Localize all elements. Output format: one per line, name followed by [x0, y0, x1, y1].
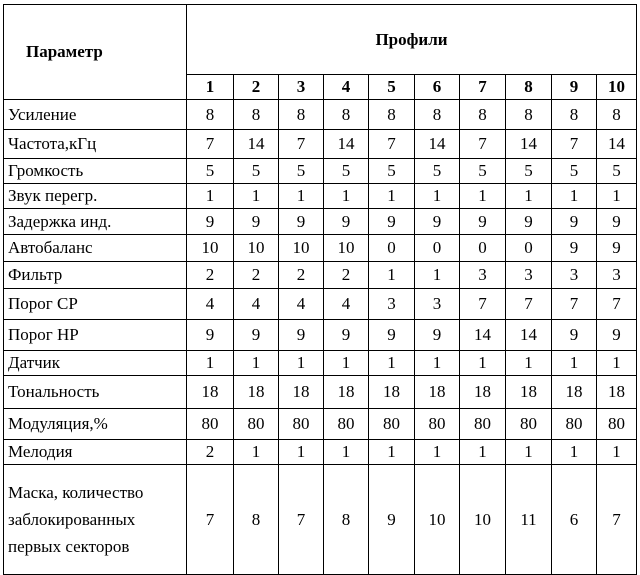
table-cell: 80	[415, 409, 460, 440]
table-cell: 80	[597, 409, 637, 440]
table-cell: 7	[597, 289, 637, 320]
table-cell: 14	[460, 320, 506, 351]
table-cell: 10	[460, 465, 506, 575]
table-cell: 9	[234, 320, 279, 351]
table-cell: 14	[415, 130, 460, 159]
table-cell: 14	[506, 320, 552, 351]
table-cell: 1	[369, 440, 415, 465]
table-cell: 1	[506, 351, 552, 376]
table-cell: 9	[552, 235, 597, 262]
header-profile-1: 1	[187, 75, 234, 100]
table-cell: 18	[187, 376, 234, 409]
row-label: Мелодия	[4, 440, 187, 465]
table-cell: 1	[234, 184, 279, 209]
table-cell: 10	[187, 235, 234, 262]
header-profile-3: 3	[279, 75, 324, 100]
table-cell: 9	[187, 209, 234, 235]
table-cell: 8	[415, 100, 460, 130]
row-label: Фильтр	[4, 262, 187, 289]
header-profile-7: 7	[460, 75, 506, 100]
table-cell: 14	[324, 130, 369, 159]
table-row	[4, 351, 637, 376]
table-cell: 10	[324, 235, 369, 262]
table-cell: 1	[369, 351, 415, 376]
table-row	[4, 409, 637, 440]
table-cell: 18	[506, 376, 552, 409]
table-cell: 18	[460, 376, 506, 409]
table-row	[4, 320, 637, 351]
table-cell: 1	[597, 184, 637, 209]
table-cell: 2	[187, 440, 234, 465]
table-cell: 5	[234, 159, 279, 184]
table-cell: 1	[187, 184, 234, 209]
table-cell: 1	[415, 351, 460, 376]
table-cell: 1	[597, 440, 637, 465]
table-cell: 3	[415, 289, 460, 320]
table-cell: 8	[460, 100, 506, 130]
table-cell: 18	[369, 376, 415, 409]
table-cell: 10	[234, 235, 279, 262]
row-label: Модуляция,%	[4, 409, 187, 440]
table-cell: 0	[460, 235, 506, 262]
table-cell: 5	[369, 159, 415, 184]
table-cell: 1	[506, 440, 552, 465]
table-cell: 9	[234, 209, 279, 235]
table-cell: 8	[187, 100, 234, 130]
table-cell: 3	[506, 262, 552, 289]
table-cell: 8	[552, 100, 597, 130]
table-cell: 8	[324, 465, 369, 575]
table-cell: 18	[415, 376, 460, 409]
table-cell: 0	[415, 235, 460, 262]
table-cell: 9	[415, 209, 460, 235]
table-cell: 5	[460, 159, 506, 184]
header-profile-8: 8	[506, 75, 552, 100]
table-cell: 1	[279, 440, 324, 465]
row-label: Датчик	[4, 351, 187, 376]
table-row	[4, 440, 637, 465]
header-parameter: Параметр	[4, 5, 187, 100]
header-profile-2: 2	[234, 75, 279, 100]
table-cell: 7	[279, 130, 324, 159]
table-cell: 7	[369, 130, 415, 159]
table-cell: 80	[506, 409, 552, 440]
table-cell: 80	[187, 409, 234, 440]
table-cell: 1	[415, 440, 460, 465]
table-cell: 1	[234, 351, 279, 376]
table-cell: 3	[460, 262, 506, 289]
row-label: Маска, количество заблокированных первых секторов	[4, 465, 187, 575]
table-cell: 8	[234, 100, 279, 130]
table-cell: 0	[506, 235, 552, 262]
table-cell: 4	[324, 289, 369, 320]
table-cell: 7	[552, 289, 597, 320]
table-row	[4, 289, 637, 320]
table-cell: 5	[187, 159, 234, 184]
row-label: Звук перегр.	[4, 184, 187, 209]
table-cell: 0	[369, 235, 415, 262]
table-row	[4, 184, 637, 209]
table-cell: 1	[324, 440, 369, 465]
table-cell: 9	[369, 465, 415, 575]
table-cell: 9	[597, 320, 637, 351]
table-cell: 11	[506, 465, 552, 575]
table-cell: 7	[552, 130, 597, 159]
table-cell: 9	[369, 209, 415, 235]
table-cell: 8	[279, 100, 324, 130]
table-cell: 8	[324, 100, 369, 130]
table-cell: 7	[506, 289, 552, 320]
table-cell: 2	[279, 262, 324, 289]
header-profile-6: 6	[415, 75, 460, 100]
table-cell: 14	[506, 130, 552, 159]
table-row	[4, 262, 637, 289]
table-cell: 8	[597, 100, 637, 130]
table-cell: 14	[234, 130, 279, 159]
row-label: Задержка инд.	[4, 209, 187, 235]
table-row	[4, 100, 637, 130]
table-cell: 80	[460, 409, 506, 440]
table-cell: 18	[279, 376, 324, 409]
table-cell: 9	[279, 320, 324, 351]
table-cell: 18	[597, 376, 637, 409]
table-cell: 9	[506, 209, 552, 235]
table-row	[4, 209, 637, 235]
table-cell: 5	[415, 159, 460, 184]
table-cell: 3	[597, 262, 637, 289]
table-cell: 5	[324, 159, 369, 184]
table-cell: 9	[597, 235, 637, 262]
table-cell: 7	[597, 465, 637, 575]
table-cell: 8	[369, 100, 415, 130]
table-cell: 1	[324, 184, 369, 209]
table-cell: 3	[552, 262, 597, 289]
table-cell: 4	[187, 289, 234, 320]
table-cell: 2	[324, 262, 369, 289]
table-cell: 2	[234, 262, 279, 289]
table-cell: 7	[279, 465, 324, 575]
header-profile-4: 4	[324, 75, 369, 100]
table-cell: 1	[279, 184, 324, 209]
table-cell: 1	[369, 184, 415, 209]
table-cell: 80	[369, 409, 415, 440]
table-cell: 9	[597, 209, 637, 235]
table-row	[4, 235, 637, 262]
table-cell: 1	[552, 351, 597, 376]
table-cell: 1	[460, 440, 506, 465]
table-row	[4, 159, 637, 184]
table-cell: 80	[324, 409, 369, 440]
table-cell: 14	[597, 130, 637, 159]
table-cell: 7	[460, 289, 506, 320]
header-profile-5: 5	[369, 75, 415, 100]
table-cell: 4	[234, 289, 279, 320]
table-cell: 9	[460, 209, 506, 235]
table-cell: 1	[187, 351, 234, 376]
table-cell: 9	[324, 320, 369, 351]
table-cell: 1	[460, 351, 506, 376]
table-cell: 9	[369, 320, 415, 351]
table-cell: 8	[234, 465, 279, 575]
table-cell: 1	[369, 262, 415, 289]
table-cell: 18	[552, 376, 597, 409]
table-cell: 9	[279, 209, 324, 235]
table-cell: 8	[506, 100, 552, 130]
table-cell: 1	[234, 440, 279, 465]
table-cell: 9	[187, 320, 234, 351]
table-row	[4, 130, 637, 159]
profiles-table	[3, 4, 637, 575]
table-cell: 10	[415, 465, 460, 575]
table-cell: 9	[324, 209, 369, 235]
table-cell: 7	[460, 130, 506, 159]
table-cell: 10	[279, 235, 324, 262]
table-cell: 5	[597, 159, 637, 184]
table-cell: 9	[415, 320, 460, 351]
header-profiles: Профили	[187, 5, 637, 75]
table-cell: 1	[324, 351, 369, 376]
table-cell: 4	[279, 289, 324, 320]
table-cell: 80	[279, 409, 324, 440]
table-cell: 1	[279, 351, 324, 376]
row-label: Автобаланс	[4, 235, 187, 262]
table-row	[4, 376, 637, 409]
table-cell: 5	[279, 159, 324, 184]
row-label: Порог СР	[4, 289, 187, 320]
table-cell: 80	[234, 409, 279, 440]
row-label: Порог НР	[4, 320, 187, 351]
header-profile-10: 10	[597, 75, 637, 100]
table-cell: 1	[506, 184, 552, 209]
table-cell: 1	[415, 184, 460, 209]
table-cell: 7	[187, 465, 234, 575]
table-cell: 1	[552, 440, 597, 465]
table-cell: 7	[187, 130, 234, 159]
table-cell: 5	[506, 159, 552, 184]
table-cell: 1	[460, 184, 506, 209]
table-cell: 9	[552, 320, 597, 351]
header-profile-9: 9	[552, 75, 597, 100]
row-label: Тональность	[4, 376, 187, 409]
table-cell: 3	[369, 289, 415, 320]
table-cell: 80	[552, 409, 597, 440]
table-row	[4, 465, 637, 575]
table-cell: 1	[552, 184, 597, 209]
row-label: Усиление	[4, 100, 187, 130]
row-label: Частота,кГц	[4, 130, 187, 159]
table-cell: 2	[187, 262, 234, 289]
table-cell: 6	[552, 465, 597, 575]
table-cell: 1	[415, 262, 460, 289]
table-cell: 9	[552, 209, 597, 235]
row-label: Громкость	[4, 159, 187, 184]
table-cell: 18	[324, 376, 369, 409]
table-cell: 5	[552, 159, 597, 184]
table-cell: 1	[597, 351, 637, 376]
table-cell: 18	[234, 376, 279, 409]
